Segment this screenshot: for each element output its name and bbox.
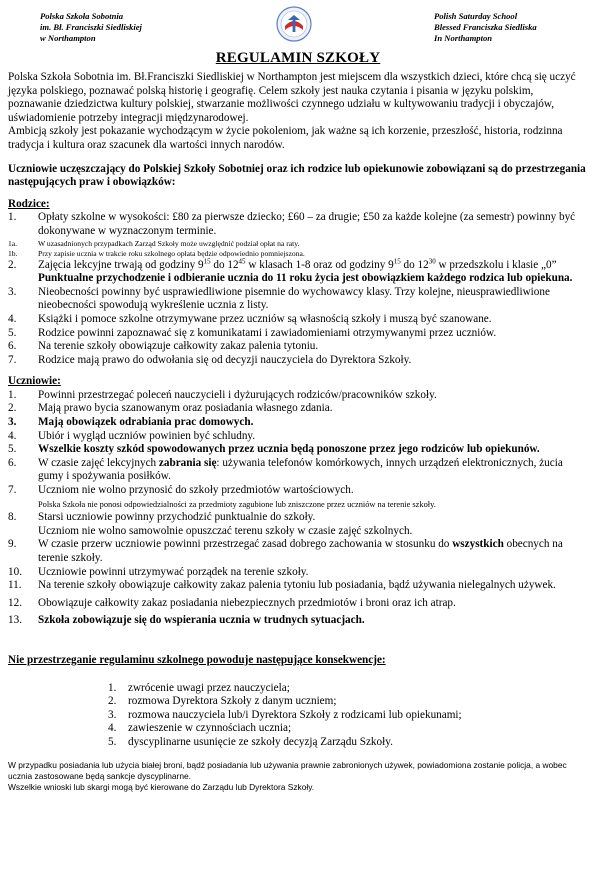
item-text: Starsi uczniowie powinny przychodzić punktualnie do szkoły. Uczniom nie wolno samowolnie opuszczać terenu szkoły w czasie zajęć szkolnych. (38, 511, 413, 537)
list-item (8, 566, 586, 580)
header-left-line-3: w Northampton (40, 33, 96, 43)
item-number: 8. (8, 511, 17, 524)
list-item (8, 597, 586, 611)
list-item (108, 736, 586, 750)
list-item (8, 443, 586, 457)
header-right-line-1: Polish Saturday School (434, 11, 518, 21)
students-list (8, 389, 586, 628)
item-text: Uczniowie powinni utrzymywać porządek na terenie szkoły. (38, 565, 309, 578)
item-number: 5. (108, 735, 117, 748)
item-text: Zajęcia lekcyjne trwają od godziny $9^{15}$ do $12^{45}$ w klasach 1-8 oraz od godziny $9^{15}$ do $12^{30}$ w przedszkolu i klasie „0” Punktualne przychodzenie i odbieranie ucznia do 11 roku życia jest obowiązkiem każdego rodzica lub opiekuna. (38, 256, 573, 285)
item-text: Nieobecności powinny być usprawiedliwione pisemnie do wychowawcy klasy. Trzy kolejne, nieusprawiedliwione nieobecności spowodują wykreślenie ucznia z listy. (38, 285, 550, 312)
header-left (40, 11, 142, 44)
header-right-line-3: In Northampton (434, 33, 493, 43)
item-text: Ubiór i wygląd uczniów powinien być schludny. (38, 429, 256, 442)
header-left-line-1: Polska Szkoła Sobotnia (40, 11, 124, 21)
parents-section (8, 198, 586, 368)
item-number: 1a. (8, 238, 18, 248)
item-text: zawieszenie w czynnościach ucznia; (128, 722, 292, 735)
item-text: Rodzice powinni zapoznawać się z komunikatami i zawiadomieniami otrzymywanymi przez uczniów. (38, 326, 497, 339)
list-item (8, 249, 586, 259)
list-item (8, 286, 586, 313)
list-item (8, 389, 586, 403)
item-number: 5. (8, 326, 17, 339)
list-item (8, 239, 586, 249)
item-number: 2. (8, 402, 17, 415)
item-number: 6. (8, 340, 17, 353)
item-emphasis: Punktualne przychodzenie i odbieranie ucznia do 11 roku życia jest obowiązkiem każdego rodzica lub opiekuna. (38, 272, 573, 285)
item-text: Przy zapisie ucznia w trakcie roku szkolnego opłata będzie odpowiednio pomniejszona. (38, 248, 305, 258)
consequences-list (108, 682, 586, 750)
list-item (8, 511, 586, 538)
item-number: 13. (8, 614, 22, 627)
students-heading: Uczniowie: (8, 375, 61, 388)
list-item (8, 211, 586, 238)
header-right-line-2: Blessed Franciszka Siedliska (434, 22, 537, 32)
list-item (8, 538, 586, 565)
item-text: Opłaty szkolne w wysokości: £80 za pierwsze dziecko; £60 – za drugie; £50 za każde kolejne (za semestr) powinny być dokonywane w wyznaczonym terminie. (38, 211, 576, 237)
header-left-line-2: im. Bł. Franciszki Siedliskiej (40, 22, 142, 32)
list-item (8, 327, 586, 341)
item-number: 9. (8, 538, 17, 551)
list-item (8, 614, 586, 628)
item-text: Szkoła zobowiązuje się do wspierania ucznia w trudnych sytuacjach. (38, 614, 365, 627)
item-number: 3. (8, 416, 17, 429)
item-text: dyscyplinarne usunięcie ze szkoły decyzją Zarządu Szkoły. (128, 735, 393, 748)
item-number: 2. (8, 258, 17, 271)
item-number: 1. (8, 211, 17, 224)
item-note: Polska Szkoła nie ponosi odpowiedzialności za przedmioty zagubione lub zniszczone przez uczniów na terenie szkoły. (38, 499, 436, 509)
list-item (8, 416, 586, 430)
item-number: 11. (8, 579, 22, 592)
intro-paragraph-1: Polska Szkoła Sobotnia im. Bł.Franciszki Siedliskiej w Northampton jest miejscem dla wszystkich dzieci, które chcą się uczyć języka polskiego, poznawać polską historię i geografię. Celem szkoły jest nauka czytania i pisania w języku polskim, poznawanie dziedzictwa kultury polskiej, stwarzanie możliwości czynnego udziału w kultywowaniu tradycji i obyczajów, uświadomienie potrzeby integracji międzynarodowej. (8, 71, 576, 124)
list-item (8, 484, 586, 511)
document-body (8, 71, 586, 793)
item-text: Obowiązuje całkowity zakaz posiadania niebezpiecznych przedmiotów i broni oraz ich atrap. (38, 596, 456, 609)
item-text: Powinni przestrzegać poleceń nauczycieli i dyżurujących rodziców/pracowników szkoły. (38, 388, 437, 401)
list-item (8, 354, 586, 368)
item-number: 1. (108, 681, 117, 694)
item-number: 7. (8, 353, 17, 366)
item-text: Uczniom nie wolno przynosić do szkoły przedmiotów wartościowych. Polska Szkoła nie ponosi odpowiedzialności za przedmioty zagubione lub zniszczone przez uczniów na terenie szkoły. (38, 484, 436, 509)
item-text: Mają obowiązek odrabiania prac domowych. (38, 416, 254, 429)
list-item (108, 682, 586, 696)
item-number: 6. (8, 456, 17, 469)
obligation-statement: Uczniowie uczęszczający do Polskiej Szkoły Sobotniej oraz ich rodzice lub opiekunowie zobowiązani są do przestrzegania następujących praw i obowiązków: (8, 162, 586, 189)
item-text: Książki i pomoce szkolne otrzymywane przez uczniów są własnością szkoły i muszą być szanowane. (38, 312, 492, 325)
item-number: 4. (8, 312, 17, 325)
footer-notes (8, 760, 586, 793)
item-text: zwrócenie uwagi przez nauczyciela; (128, 681, 290, 694)
item-number: 10. (8, 565, 22, 578)
item-number: 5. (8, 443, 17, 456)
item-number: 4. (108, 722, 117, 735)
parents-heading: Rodzice: (8, 197, 50, 210)
school-logo (276, 6, 312, 42)
list-item (8, 256, 586, 286)
intro (8, 71, 586, 153)
item-number: 1b. (8, 248, 18, 258)
item-text: Na terenie szkoły obowiązuje całkowity zakaz palenia tytoniu. (38, 340, 319, 353)
item-text: Na terenie szkoły obowiązuje całkowity zakaz palenia tytoniu lub posiadania, bądź używania nielegalnych używek. (38, 579, 556, 592)
item-text: rozmowa Dyrektora Szkoły z danym uczniem; (128, 695, 337, 708)
list-item (108, 695, 586, 709)
item-number: 3. (108, 708, 117, 721)
item-number: 12. (8, 596, 22, 609)
item-number: 4. (8, 429, 17, 442)
list-item (108, 709, 586, 723)
item-text: Rodzice mają prawo do odwołania się od decyzji nauczyciela do Dyrektora Szkoły. (38, 353, 412, 366)
item-number: 1. (8, 388, 17, 401)
list-item (108, 722, 586, 736)
list-item (8, 313, 586, 327)
list-item (8, 430, 586, 444)
parents-list (8, 211, 586, 367)
list-item (8, 340, 586, 354)
document-title: REGULAMIN SZKOŁY (215, 50, 381, 66)
item-text: W uzasadnionych przypadkach Zarząd Szkoły może uwzględnić podział opłat na raty. (38, 238, 300, 248)
students-section (8, 375, 586, 628)
item-number: 7. (8, 484, 17, 497)
list-item (8, 402, 586, 416)
item-text: rozmowa nauczyciela lub/i Dyrektora Szkoły z rodzicami lub opiekunami; (128, 708, 462, 721)
footer-note-2: Wszelkie wnioski lub skargi mogą być kierowane do Zarządu lub Dyrektora Szkoły. (8, 781, 315, 792)
item-text: W czasie zajęć lekcyjnych zabrania się: używania telefonów komórkowych, innych urządzeń elektronicznych, żucia gumy i spożywania posiłków. (38, 456, 563, 483)
item-text: Wszelkie koszty szkód spowodowanych przez ucznia będą ponoszone przez jego rodziców lub opiekunów. (38, 443, 540, 456)
item-number: 2. (108, 695, 117, 708)
item-text: W czasie przerw uczniowie powinni przestrzegać zasad dobrego zachowania w stosunku do wszystkich obecnych na terenie szkoły. (38, 538, 563, 564)
item-text: Mają prawo bycia szanowanym oraz posiadania własnego zdania. (38, 402, 333, 415)
consequences-heading: Nie przestrzeganie regulaminu szkolnego powoduje następujące konsekwencje: (8, 653, 386, 666)
header-right (434, 11, 537, 44)
footer-note-1: W przypadku posiadania lub użycia białej broni, bądź posiadania lub używania prawnie zabronionych używek, powiadomiona zostanie policja, a wobec ucznia zastosowane będą sankcje dyscyplinarne. (8, 759, 567, 781)
item-number: 3. (8, 285, 17, 298)
intro-paragraph-2: Ambicją szkoły jest pokazanie wychodzącym w życie pokoleniom, jak ważne są ich korzenie, przeszłość, historia, rodzinna tradycja i kultura oraz szacunek dla wartości innych narodów. (8, 125, 563, 151)
list-item (8, 579, 586, 593)
list-item (8, 457, 586, 484)
